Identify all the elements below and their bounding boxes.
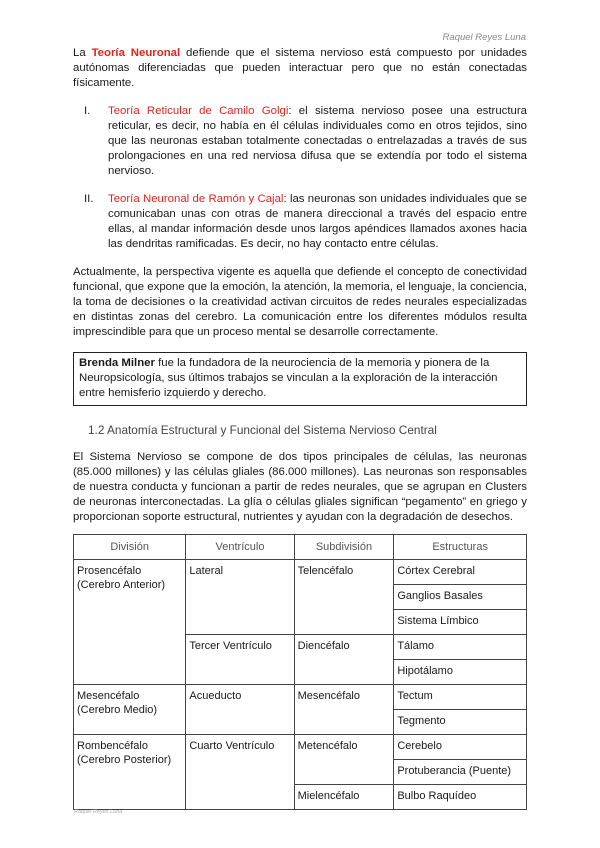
cell-subdivision: Diencéfalo xyxy=(294,635,394,685)
cell-subdivision: Mesencéfalo xyxy=(294,685,394,735)
cell-structure: Ganglios Basales xyxy=(394,585,527,610)
cell-structure: Tectum xyxy=(394,685,527,710)
list-item-number: II. xyxy=(84,193,94,205)
theories-list xyxy=(73,104,527,252)
list-item-number: I. xyxy=(84,105,91,117)
brain-table xyxy=(73,534,527,810)
box-text: fue la fundadora de la neurociencia de la memoria y pionera de la Neuropsicología, sus últimos trabajos se vinculan a la exploración de la interacción entre hemisferio izquierdo y derecho. xyxy=(79,357,498,399)
nervous-system-paragraph: El Sistema Nervioso se compone de dos tipos principales de células, las neuronas (85.000 millones) y las células gliales (86.000 millones). Las neuronas son responsables de nuestra conducta y funcionan a partir de redes neurales, que se agrupan en Clusters de neuronas interconectadas. La glía o células gliales significan “pegamento” en griego y proporcionan soporte estructural, nutrientes y ayudan con la degradación de desechos. xyxy=(73,451,527,523)
cell-ventricle: Acueducto xyxy=(186,685,294,735)
box-name: Brenda Milner xyxy=(79,357,155,369)
cell-ventricle: Tercer Ventrículo xyxy=(186,635,294,685)
cell-structure: Tálamo xyxy=(394,635,527,660)
table-row xyxy=(74,685,527,710)
cell-structure: Protuberancia (Puente) xyxy=(394,760,527,785)
cell-structure: Tegmento xyxy=(394,710,527,735)
list-item xyxy=(73,192,527,252)
cell-division: Rombencéfalo (Cerebro Posterior) xyxy=(74,735,186,810)
intro-paragraph xyxy=(73,46,527,91)
intro-rest: defiende que el sistema nervioso está compuesto por unidades autónomas diferenciadas que pueden interactuar pero que no están conectadas físicamente. xyxy=(73,47,527,89)
header-ventricle: Ventrículo xyxy=(186,535,294,560)
header-subdivision: Subdivisión xyxy=(294,535,394,560)
cell-subdivision: Metencéfalo xyxy=(294,735,394,785)
theory-text: : el sistema nervioso posee una estructura reticular, es decir, no había en él células individuales como en otros tejidos, sino que las neuronas estaban totalmente conectadas o entrelazadas a través de sus prolongaciones en una red nerviosa difusa que se extendía por todo el sistema nervioso. xyxy=(108,105,527,177)
cell-structure: Córtex Cerebral xyxy=(394,560,527,585)
section-title: 1.2 Anatomía Estructural y Funcional del Sistema Nervioso Central xyxy=(88,423,437,437)
highlight-box xyxy=(73,352,527,406)
intro-term: Teoría Neuronal xyxy=(91,47,181,59)
theory-title: Teoría Neuronal de Ramón y Cajal xyxy=(108,193,284,205)
header-structures: Estructuras xyxy=(394,535,527,560)
table-header-row xyxy=(74,535,527,560)
cell-subdivision: Telencéfalo xyxy=(294,560,394,635)
header-author: Raquel Reyes Luna xyxy=(442,32,526,43)
list-item xyxy=(73,104,527,179)
header-division: División xyxy=(74,535,186,560)
cell-structure: Cerebelo xyxy=(394,735,527,760)
intro-prefix: La xyxy=(73,47,92,59)
cell-division: Mesencéfalo (Cerebro Medio) xyxy=(74,685,186,735)
cell-division: Prosencéfalo (Cerebro Anterior) xyxy=(74,560,186,685)
cell-ventricle: Lateral xyxy=(186,560,294,635)
cell-structure: Sistema Límbico xyxy=(394,610,527,635)
cell-subdivision: Mielencéfalo xyxy=(294,785,394,810)
cell-ventricle: Cuarto Ventrículo xyxy=(186,735,294,810)
cell-structure: Bulbo Raquídeo xyxy=(394,785,527,810)
footer-author: Raquel Reyes Luna xyxy=(74,809,123,815)
table-row xyxy=(74,735,527,760)
actual-paragraph: Actualmente, la perspectiva vigente es aquella que defiende el concepto de conectividad funcional, que expone que la emoción, la atención, la memoria, el lenguaje, la conciencia, la toma de decisiones o la creatividad activan circuitos de redes neurales especializadas en distintas zonas del cerebro. La comunicación entre los diferentes módulos resulta imprescindible para que un proceso mental se desarrolle correctamente. xyxy=(73,266,527,338)
theory-title: Teoría Reticular de Camilo Golgi xyxy=(108,105,289,117)
table-row xyxy=(74,560,527,585)
theory-text: : las neuronas son unidades individuales que se comunicaban unas con otras de manera direccional a través del espacio entre ellas, al mandar información desde unos largos apéndices llamados axones hacia las dendritas ramificadas. Es decir, no hay contacto entre células. xyxy=(108,193,527,250)
page-content xyxy=(73,46,527,810)
cell-structure: Hipotálamo xyxy=(394,660,527,685)
